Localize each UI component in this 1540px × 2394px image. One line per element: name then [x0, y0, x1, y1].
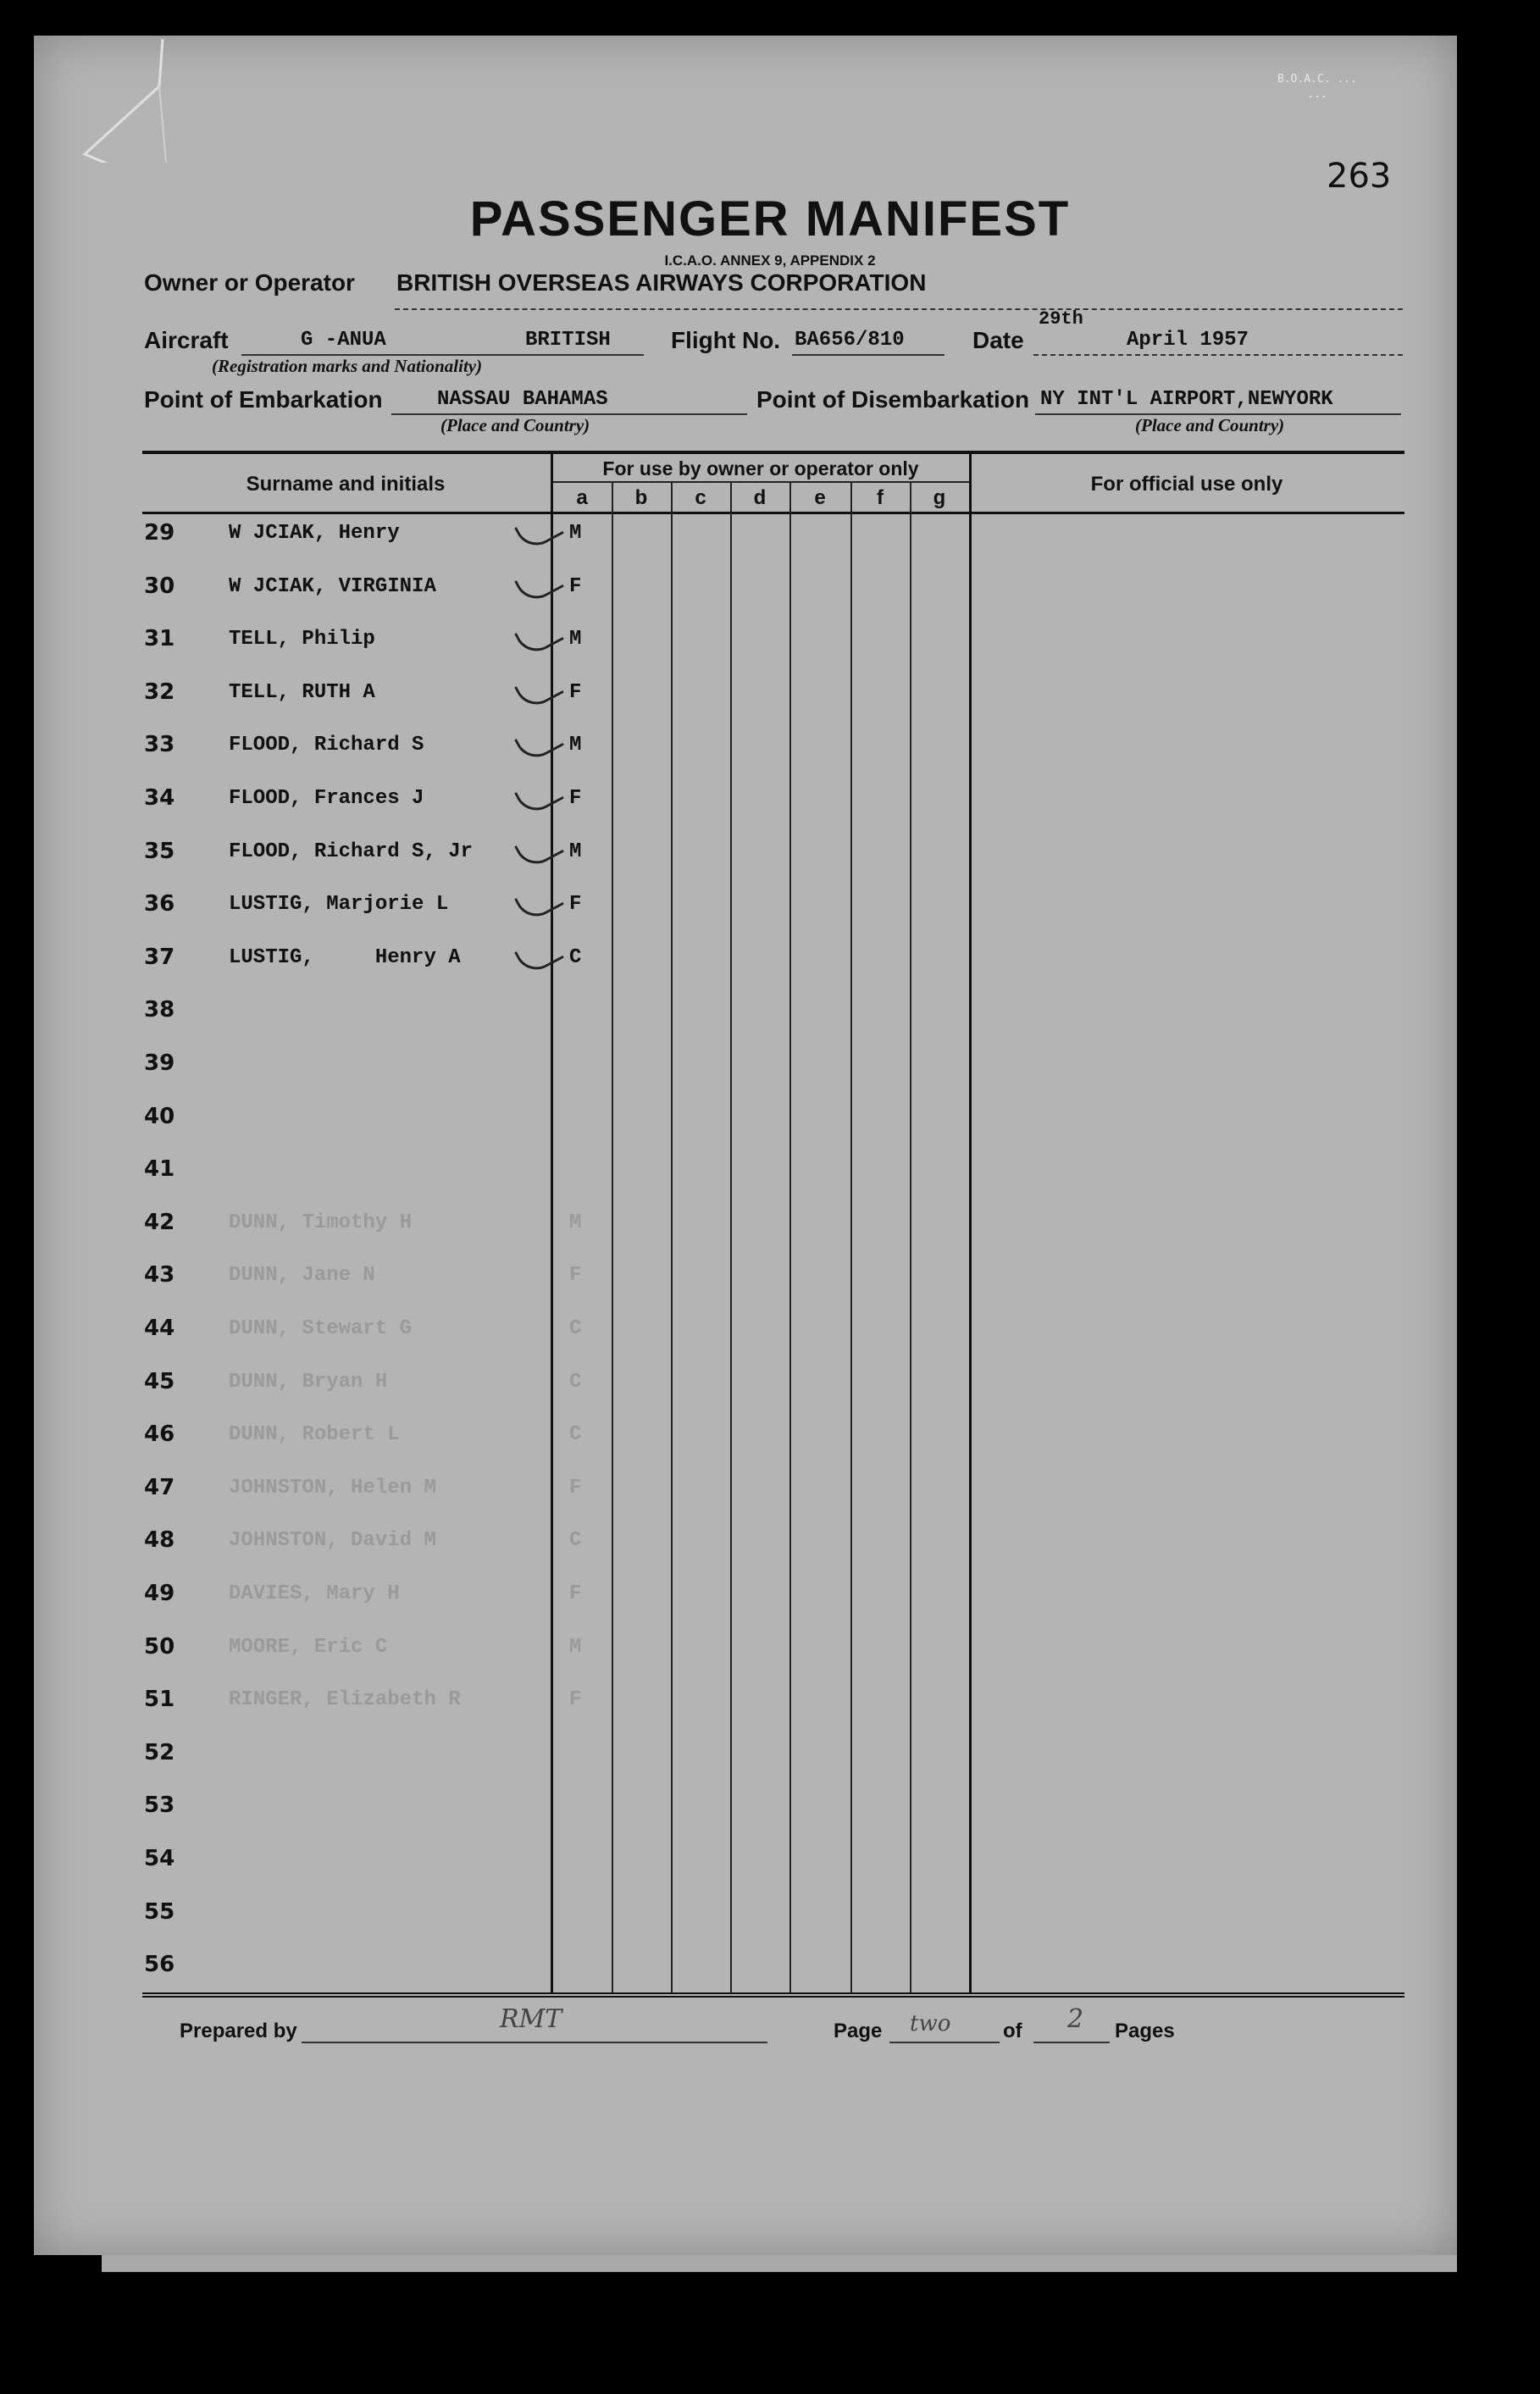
row-number: 54	[144, 1846, 175, 1871]
aircraft-nationality: BRITISH	[525, 329, 611, 352]
passenger-sex: C	[569, 1529, 582, 1552]
page-label: Page	[834, 2020, 883, 2042]
date-label: Date	[972, 327, 1024, 353]
passenger-sex: C	[569, 946, 582, 969]
row-number: 35	[144, 839, 175, 864]
disembark-value: NY INT'L AIRPORT,NEWYORK	[1040, 388, 1333, 411]
row-number: 45	[144, 1369, 175, 1394]
table-header-rule	[142, 512, 1404, 514]
archive-stamp: B.O.A.C. ... ...	[1277, 73, 1357, 101]
embark-label: Point of Embarkation	[144, 386, 383, 413]
page-title: PASSENGER MANIFEST	[469, 191, 1071, 247]
of-label: of	[1003, 2020, 1022, 2042]
col-e-header: e	[814, 486, 826, 509]
flight-label: Flight No.	[671, 327, 781, 353]
passenger-sex: F	[569, 787, 582, 810]
row-number: 56	[144, 1952, 175, 1977]
passenger-sex: M	[569, 1211, 582, 1234]
passenger-name: DUNN, Robert L	[229, 1423, 400, 1446]
col-divider-c	[730, 483, 732, 1992]
of-value: 2	[1067, 2004, 1084, 2034]
passenger-sex: C	[569, 1317, 582, 1340]
page-subtitle: I.C.A.O. ANNEX 9, APPENDIX 2	[664, 252, 876, 269]
passenger-sex: M	[569, 1636, 582, 1659]
aircraft-note: (Registration marks and Nationality)	[212, 356, 483, 376]
col-divider-a	[612, 483, 613, 1992]
aircraft-label: Aircraft	[144, 327, 229, 353]
passenger-name: DUNN, Timothy H	[229, 1211, 413, 1234]
row-number: 37	[144, 945, 175, 970]
page-value: two	[910, 2011, 951, 2037]
row-number: 48	[144, 1527, 175, 1553]
row-number: 44	[144, 1316, 175, 1341]
row-number: 40	[144, 1104, 175, 1129]
passenger-sex: F	[569, 681, 582, 704]
passenger-name: JOHNSTON, Helen M	[229, 1477, 436, 1499]
of-underline	[1033, 2042, 1110, 2043]
passenger-sex: M	[569, 734, 582, 756]
passenger-sex: C	[569, 1371, 582, 1394]
operator-header-rule	[552, 481, 969, 483]
passenger-sex: M	[569, 628, 582, 651]
owner-underline	[395, 308, 1403, 310]
passenger-name: LUSTIG, Henry A	[229, 946, 461, 969]
date-value: April 1957	[1127, 329, 1249, 352]
prepared-label: Prepared by	[180, 2020, 297, 2042]
row-number: 49	[144, 1581, 175, 1606]
flight-underline	[792, 354, 944, 356]
aircraft-registration: G -ANUA	[301, 329, 386, 352]
passenger-sex: M	[569, 840, 582, 863]
prepared-underline	[302, 2042, 767, 2043]
row-number: 55	[144, 1899, 175, 1925]
date-underline	[1033, 354, 1403, 356]
prepared-signature: RMT	[500, 2004, 562, 2034]
passenger-name: DUNN, Jane N	[229, 1264, 375, 1287]
date-day: 29th	[1039, 308, 1083, 330]
row-number: 42	[144, 1210, 175, 1235]
flight-value: BA656/810	[795, 329, 905, 352]
passenger-sex: C	[569, 1423, 582, 1446]
page-number: 263	[1327, 157, 1392, 196]
col-b-header: b	[634, 486, 648, 509]
table-bottom-rule	[142, 1992, 1404, 1998]
row-number: 46	[144, 1421, 175, 1447]
passenger-name: MOORE, Eric C	[229, 1636, 388, 1659]
row-number: 34	[144, 785, 175, 811]
row-number: 29	[144, 520, 175, 546]
row-number: 33	[144, 732, 175, 757]
passenger-sex: F	[569, 575, 582, 598]
row-number: 30	[144, 574, 175, 599]
row-number: 31	[144, 626, 175, 651]
disembark-note: (Place and Country)	[1135, 415, 1285, 435]
row-number: 47	[144, 1475, 175, 1500]
surname-header: Surname and initials	[246, 473, 446, 496]
pages-label: Pages	[1115, 2020, 1175, 2042]
col-divider-d	[789, 483, 791, 1992]
passenger-name: LUSTIG, Marjorie L	[229, 893, 449, 916]
passenger-name: DUNN, Stewart G	[229, 1317, 413, 1340]
col-divider-g	[969, 452, 972, 1992]
passenger-name: RINGER, Elizabeth R	[229, 1688, 461, 1711]
col-divider-b	[671, 483, 673, 1992]
passenger-name: DAVIES, Mary H	[229, 1582, 400, 1605]
official-header: For official use only	[1090, 473, 1283, 496]
row-number: 43	[144, 1262, 175, 1288]
passenger-sex: F	[569, 1688, 582, 1711]
passenger-sex: M	[569, 522, 582, 545]
col-divider-f	[910, 483, 911, 1992]
row-number: 53	[144, 1793, 175, 1818]
passenger-name: TELL, Philip	[229, 628, 375, 651]
col-divider-e	[850, 483, 852, 1992]
row-number: 36	[144, 891, 175, 917]
row-number: 50	[144, 1634, 175, 1660]
operator-header: For use by owner or operator only	[602, 457, 919, 479]
passenger-name: TELL, RUTH A	[229, 681, 375, 704]
passenger-sex: F	[569, 1264, 582, 1287]
col-d-header: d	[753, 486, 767, 509]
row-number: 38	[144, 997, 175, 1022]
row-number: 52	[144, 1740, 175, 1765]
page-underline	[889, 2042, 1000, 2043]
col-g-header: g	[933, 486, 946, 509]
passenger-sex: F	[569, 1582, 582, 1605]
passenger-sex: F	[569, 1477, 582, 1499]
owner-value: BRITISH OVERSEAS AIRWAYS CORPORATION	[396, 269, 927, 296]
passenger-name: W JCIAK, VIRGINIA	[229, 575, 436, 598]
disembark-label: Point of Disembarkation	[756, 386, 1030, 413]
row-number: 32	[144, 679, 175, 705]
col-f-header: f	[877, 486, 884, 509]
passenger-name: JOHNSTON, David M	[229, 1529, 436, 1552]
col-c-header: c	[695, 486, 706, 509]
passenger-name: DUNN, Bryan H	[229, 1371, 388, 1394]
passenger-name: FLOOD, Richard S	[229, 734, 424, 756]
table-top-rule	[142, 451, 1404, 454]
passenger-name: W JCIAK, Henry	[229, 522, 400, 545]
passenger-name: FLOOD, Richard S, Jr	[229, 840, 474, 863]
passenger-name: FLOOD, Frances J	[229, 787, 424, 810]
col-a-header: a	[576, 486, 588, 509]
owner-label: Owner or Operator	[144, 269, 355, 296]
folded-corner	[78, 36, 171, 163]
row-number: 51	[144, 1687, 175, 1712]
row-number: 41	[144, 1156, 175, 1182]
row-number: 39	[144, 1050, 175, 1076]
embark-note: (Place and Country)	[440, 415, 590, 435]
passenger-sex: F	[569, 893, 582, 916]
embark-value: NASSAU BAHAMAS	[437, 388, 608, 411]
